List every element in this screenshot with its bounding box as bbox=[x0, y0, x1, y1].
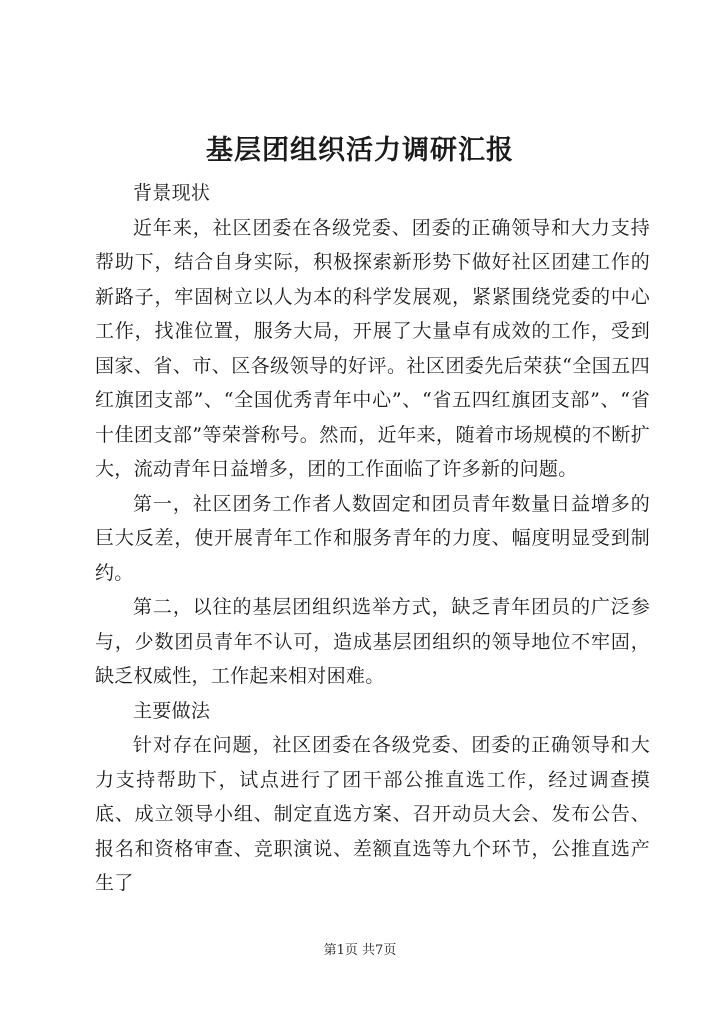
paragraph-problem-one: 第一，社区团务工作者人数固定和团员青年数量日益增多的巨大反差，使开展青年工作和服务青年的力度、幅度明显受到制约。 bbox=[95, 492, 650, 584]
paragraph-approach: 针对存在问题，社区团委在各级党委、团委的正确领导和大力支持帮助下，试点进行了团干部公推直选工作，经过调查摸底、成立领导小组、制定直选方案、召开动员大会、发布公告、报名和资格审查、竞职演说、差额直选等九个环节，公推直选产生了 bbox=[95, 734, 650, 894]
document-title: 基层团组织活力调研汇报 bbox=[206, 135, 514, 166]
section-heading-background: 背景现状 bbox=[133, 182, 211, 204]
page-number-footer: 第1页 共7页 bbox=[323, 943, 397, 958]
section-heading-approach: 主要做法 bbox=[133, 699, 211, 722]
paragraph-problem-two: 第二，以往的基层团组织选举方式，缺乏青年团员的广泛参与，少数团员青年不认可，造成基层团组织的领导地位不牢固，缺乏权威性，工作起来相对困难。 bbox=[95, 596, 650, 687]
document-body bbox=[95, 176, 650, 901]
paragraph-background-intro: 近年来，社区团委在各级党委、团委的正确领导和大力支持帮助下，结合自身实际，积极探索新形势下做好社区团建工作的新路子，牢固树立以人为本的科学发展观，紧紧围绕党委的中心工作，找准位置，服务大局，开展了大量卓有成效的工作，受到国家、省、市、区各级领导的好评。社区团委先后荣获“全国五四红旗团支部”、“全国优秀青年中心”、“省五四红旗团支部”、“省十佳团支部”等荣誉称号。然而，近年来，随着市场规模的不断扩大，流动青年日益增多，团的工作面临了许多新的问题。 bbox=[95, 216, 650, 480]
